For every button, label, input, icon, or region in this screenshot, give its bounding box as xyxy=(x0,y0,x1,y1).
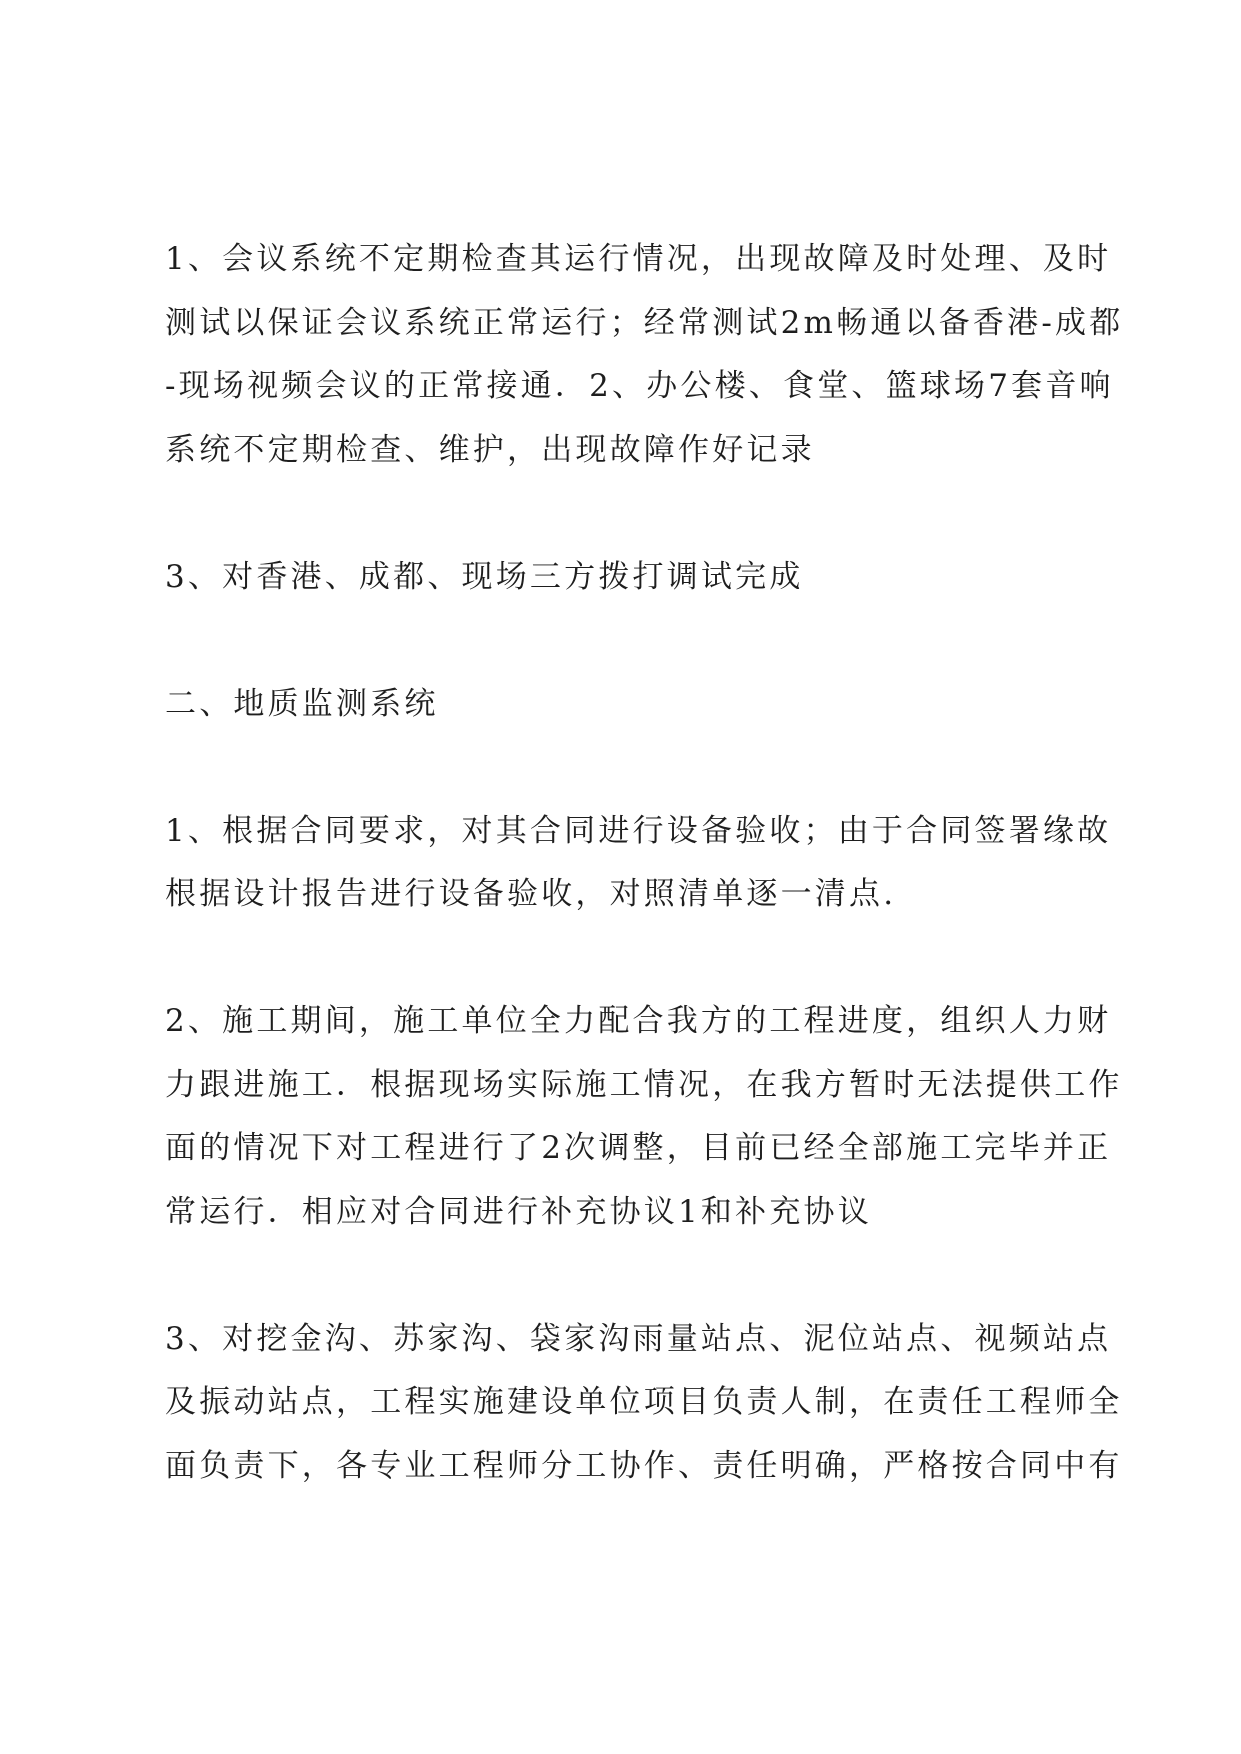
text-line: 1、会议系统不定期检查其运行情况，出现故障及时处理、及时 xyxy=(165,241,1112,277)
text-line: 2、施工期间，施工单位全力配合我方的工程进度，组织人力财 xyxy=(165,1003,1112,1039)
paragraph-monitoring-stations xyxy=(165,1308,1123,1499)
text-line: 及振动站点，工程实施建设单位项目负责人制，在责任工程师全 xyxy=(165,1384,1123,1420)
text-line: 面负责下，各专业工程师分工协作、责任明确，严格按合同中有 xyxy=(165,1447,1123,1484)
paragraph-tripartite-test xyxy=(165,546,1095,610)
paragraph-meeting-system xyxy=(165,228,1124,482)
paragraph-equipment-acceptance xyxy=(165,800,1112,927)
paragraph-construction-period xyxy=(165,990,1123,1244)
text-line: 面的情况下对工程进行了2次调整，目前已经全部施工完毕并正 xyxy=(165,1130,1112,1166)
text-line: 1、根据合同要求，对其合同进行设备验收；由于合同签署缘故 xyxy=(165,812,1112,849)
section-heading: 二、地质监测系统 xyxy=(165,685,439,722)
text-line: 3、对挖金沟、苏家沟、袋家沟雨量站点、泥位站点、视频站点 xyxy=(165,1320,1112,1357)
text-line: 系统不定期检查、维护，出现故障作好记录 xyxy=(165,431,815,468)
section-heading-geological-monitoring xyxy=(165,673,1095,737)
text-line: 力跟进施工．根据现场实际施工情况，在我方暂时无法提供工作 xyxy=(165,1066,1123,1103)
text-line: 测试以保证会议系统正常运行；经常测试2m畅通以备香港-成都 xyxy=(165,304,1124,341)
text-line: -现场视频会议的正常接通．2、办公楼、食堂、篮球场7套音响 xyxy=(165,368,1114,404)
document-body xyxy=(165,228,1124,1498)
text-line: 3、对香港、成都、现场三方拨打调试完成 xyxy=(165,558,804,595)
text-line: 常运行．相应对合同进行补充协议1和补充协议 xyxy=(165,1193,872,1230)
text-line: 根据设计报告进行设备验收，对照清单逐一清点. xyxy=(165,876,897,912)
